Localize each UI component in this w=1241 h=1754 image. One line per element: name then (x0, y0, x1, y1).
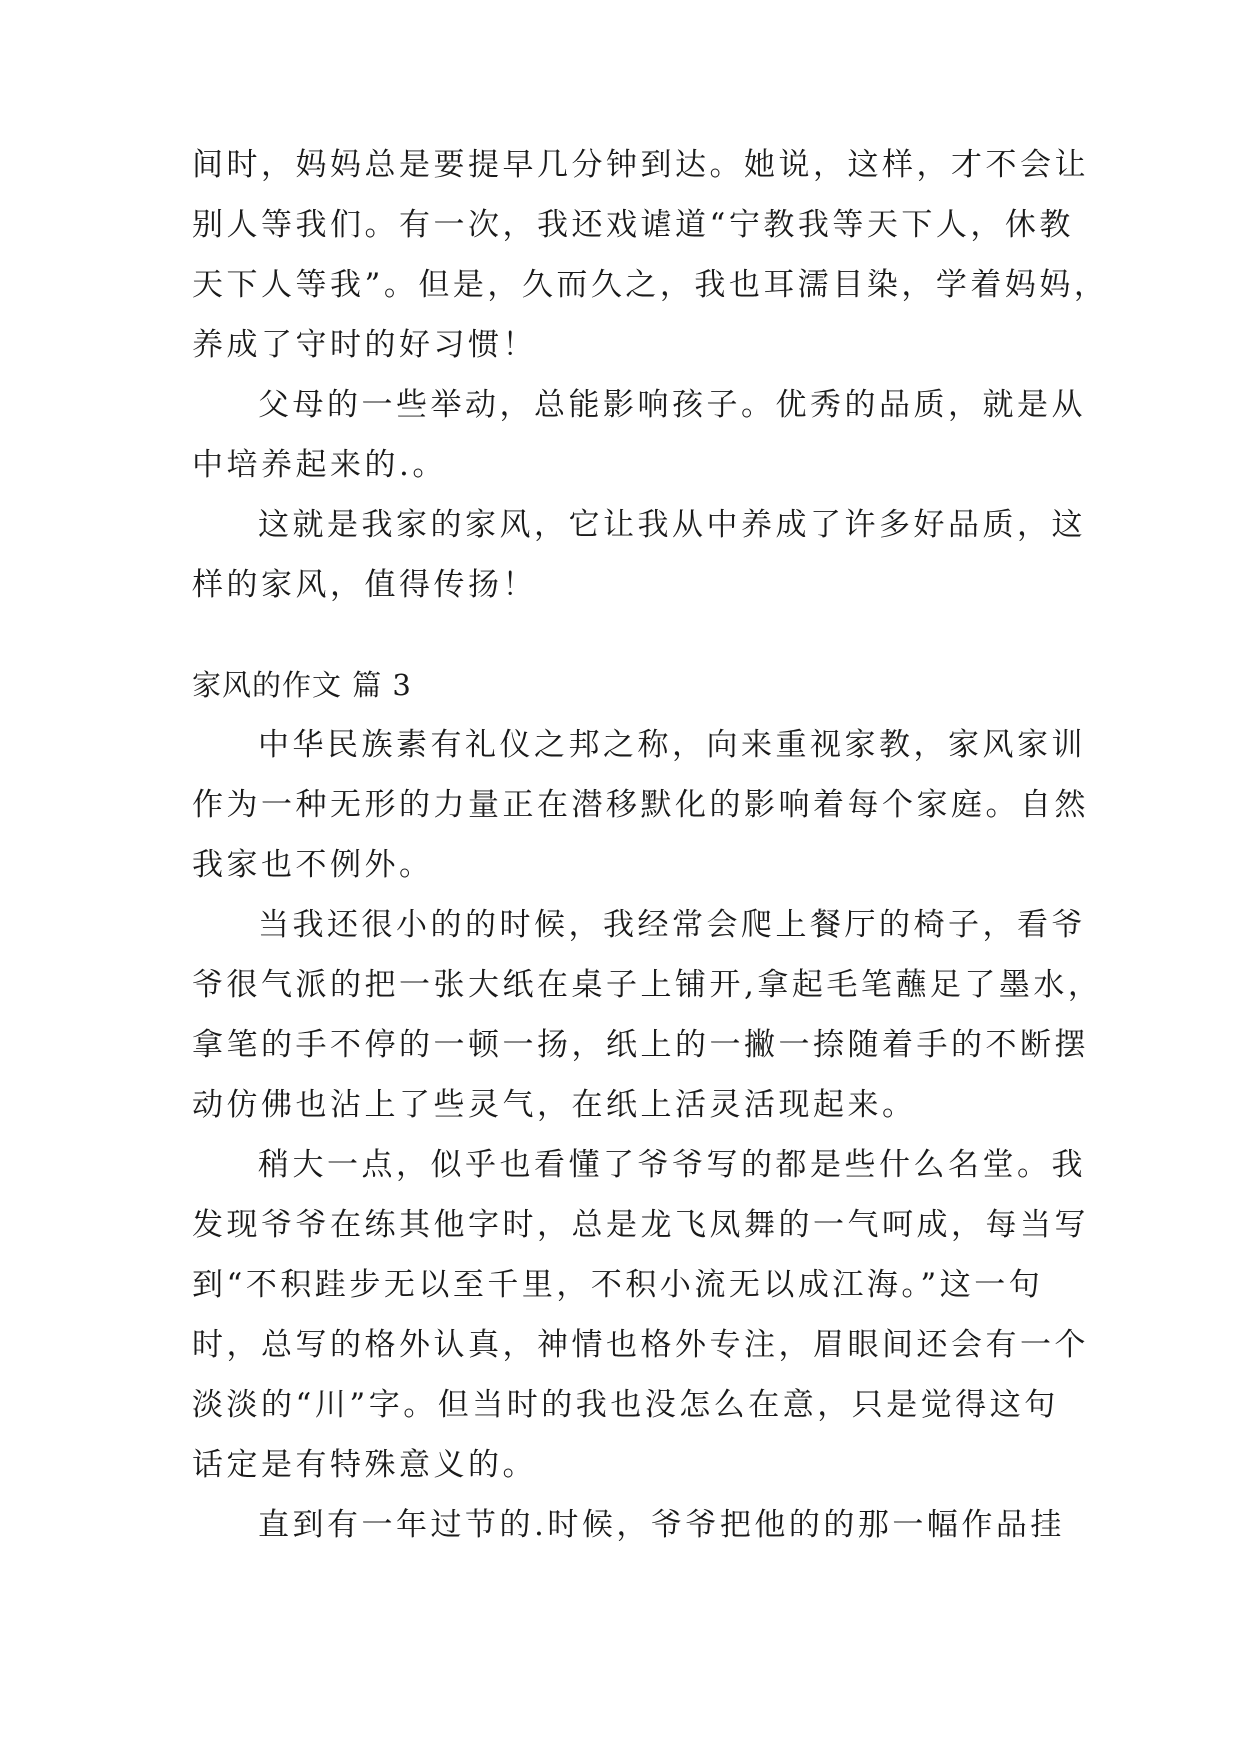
text-line: 我家也不例外。 (192, 847, 434, 883)
text-line: 直到有一年过节的.时候，爷爷把他的的那一幅作品挂 (258, 1507, 1065, 1543)
text-line: 拿笔的手不停的一顿一扬，纸上的一撇一捺随着手的不断摆 (192, 1027, 1089, 1063)
text-line: 淡淡的“川”字。但当时的我也没怎么在意，只是觉得这句 (192, 1387, 1059, 1423)
text-line: 中华民族素有礼仪之邦之称，向来重视家教，家风家训 (258, 727, 1086, 763)
text-line: 中培养起来的.。 (192, 447, 447, 483)
text-line: 稍大一点，似乎也看懂了爷爷写的都是些什么名堂。我 (258, 1147, 1086, 1183)
text-line: 养成了守时的好习惯！ (192, 327, 537, 363)
text-line: 当我还很小的的时候，我经常会爬上餐厅的椅子，看爷 (258, 907, 1086, 943)
text-line: 作为一种无形的力量正在潜移默化的影响着每个家庭。自然 (192, 787, 1089, 823)
text-line: 父母的一些举动，总能影响孩子。优秀的品质，就是从 (258, 387, 1086, 423)
text-line: 动仿佛也沾上了些灵气，在纸上活灵活现起来。 (192, 1087, 917, 1123)
text-line: 话定是有特殊意义的。 (192, 1447, 537, 1483)
text-line: 爷很气派的把一张大纸在桌子上铺开,拿起毛笔蘸足了墨水， (192, 967, 1103, 1003)
text-line: 别人等我们。有一次，我还戏谑道“宁教我等天下人，休教 (192, 207, 1074, 243)
section-heading: 家风的作文 篇 3 (192, 668, 412, 702)
text-line: 天下人等我”。但是，久而久之，我也耳濡目染，学着妈妈， (192, 267, 1109, 303)
text-line: 时，总写的格外认真，神情也格外专注，眉眼间还会有一个 (192, 1327, 1089, 1363)
text-line: 发现爷爷在练其他字时，总是龙飞凤舞的一气呵成，每当写 (192, 1207, 1089, 1243)
text-line: 间时，妈妈总是要提早几分钟到达。她说，这样，才不会让 (192, 147, 1089, 183)
text-line: 样的家风，值得传扬！ (192, 567, 537, 603)
text-line: 这就是我家的家风，它让我从中养成了许多好品质，这 (258, 507, 1086, 543)
text-line: 到“不积跬步无以至千里，不积小流无以成江海。”这一句 (192, 1267, 1044, 1303)
